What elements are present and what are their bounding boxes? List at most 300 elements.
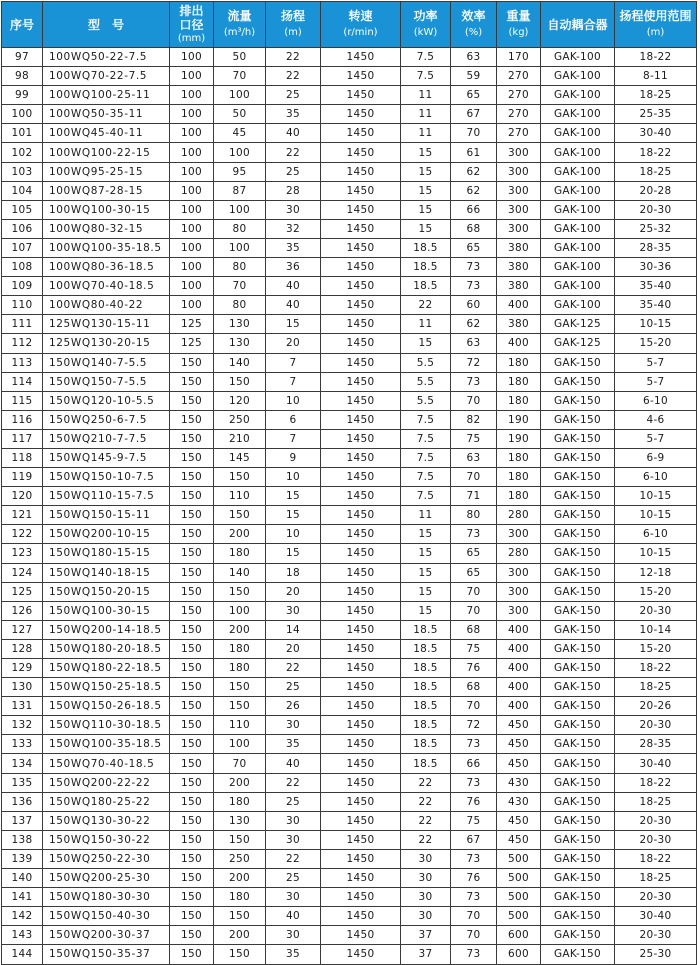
cell-power: 18.5 (401, 659, 451, 678)
cell-flow: 200 (214, 773, 266, 792)
cell-outlet: 150 (170, 582, 214, 601)
cell-speed: 1450 (321, 659, 401, 678)
cell-model: 150WQ150-20-15 (43, 582, 170, 601)
cell-range: 25-30 (615, 945, 697, 964)
cell-outlet: 125 (170, 334, 214, 353)
cell-seq: 114 (2, 372, 43, 391)
header-head (266, 2, 321, 48)
cell-seq: 121 (2, 506, 43, 525)
cell-speed: 1450 (321, 926, 401, 945)
cell-outlet: 150 (170, 907, 214, 926)
cell-range: 18-22 (615, 773, 697, 792)
cell-power: 7.5 (401, 429, 451, 448)
cell-efficiency: 65 (451, 238, 497, 257)
cell-flow: 100 (214, 143, 266, 162)
cell-coupling: GAK-150 (541, 544, 615, 563)
cell-efficiency: 62 (451, 181, 497, 200)
cell-head: 32 (266, 219, 321, 238)
cell-model: 150WQ150-40-30 (43, 907, 170, 926)
cell-speed: 1450 (321, 410, 401, 429)
cell-speed: 1450 (321, 448, 401, 467)
cell-efficiency: 70 (451, 926, 497, 945)
table-row (2, 601, 697, 620)
cell-head: 18 (266, 563, 321, 582)
cell-flow: 150 (214, 945, 266, 964)
cell-outlet: 150 (170, 659, 214, 678)
cell-range: 15-20 (615, 582, 697, 601)
cell-model: 150WQ100-30-15 (43, 601, 170, 620)
cell-weight: 400 (497, 334, 541, 353)
cell-power: 15 (401, 200, 451, 219)
cell-range: 35-40 (615, 296, 697, 315)
table-row (2, 410, 697, 429)
cell-head: 25 (266, 162, 321, 181)
cell-weight: 400 (497, 697, 541, 716)
cell-efficiency: 70 (451, 124, 497, 143)
table-row (2, 697, 697, 716)
header-seq (2, 2, 43, 48)
cell-coupling: GAK-150 (541, 659, 615, 678)
cell-weight: 430 (497, 792, 541, 811)
cell-model: 150WQ145-9-7.5 (43, 448, 170, 467)
cell-outlet: 150 (170, 792, 214, 811)
header-range (615, 2, 697, 48)
cell-head: 40 (266, 907, 321, 926)
cell-outlet: 100 (170, 67, 214, 86)
cell-outlet: 100 (170, 238, 214, 257)
cell-speed: 1450 (321, 238, 401, 257)
cell-model: 150WQ140-7-5.5 (43, 353, 170, 372)
cell-model: 100WQ95-25-15 (43, 162, 170, 181)
cell-seq: 108 (2, 258, 43, 277)
cell-power: 18.5 (401, 238, 451, 257)
cell-seq: 139 (2, 849, 43, 868)
cell-model: 100WQ50-22-7.5 (43, 48, 170, 67)
cell-speed: 1450 (321, 735, 401, 754)
cell-seq: 113 (2, 353, 43, 372)
cell-efficiency: 75 (451, 429, 497, 448)
cell-model: 150WQ100-35-18.5 (43, 735, 170, 754)
cell-range: 6-9 (615, 448, 697, 467)
cell-outlet: 100 (170, 86, 214, 105)
cell-power: 15 (401, 582, 451, 601)
header-weight-unit: (kg) (508, 27, 529, 38)
cell-seq: 103 (2, 162, 43, 181)
cell-flow: 130 (214, 334, 266, 353)
cell-power: 7.5 (401, 410, 451, 429)
cell-head: 20 (266, 334, 321, 353)
cell-flow: 200 (214, 525, 266, 544)
cell-efficiency: 70 (451, 601, 497, 620)
header-model-label: 型 号 (87, 17, 124, 32)
cell-seq: 141 (2, 888, 43, 907)
cell-speed: 1450 (321, 86, 401, 105)
cell-head: 25 (266, 792, 321, 811)
cell-range: 6-10 (615, 391, 697, 410)
cell-flow: 180 (214, 888, 266, 907)
cell-coupling: GAK-150 (541, 448, 615, 467)
cell-range: 10-15 (615, 315, 697, 334)
table-row (2, 563, 697, 582)
header-outlet (170, 2, 214, 48)
cell-speed: 1450 (321, 124, 401, 143)
cell-power: 30 (401, 907, 451, 926)
cell-seq: 110 (2, 296, 43, 315)
cell-efficiency: 72 (451, 716, 497, 735)
table-row (2, 219, 697, 238)
cell-speed: 1450 (321, 219, 401, 238)
cell-outlet: 150 (170, 849, 214, 868)
cell-range: 10-15 (615, 487, 697, 506)
cell-range: 28-35 (615, 238, 697, 257)
cell-weight: 400 (497, 639, 541, 658)
cell-power: 5.5 (401, 391, 451, 410)
cell-power: 15 (401, 563, 451, 582)
cell-coupling: GAK-100 (541, 162, 615, 181)
cell-model: 150WQ150-10-7.5 (43, 468, 170, 487)
cell-weight: 270 (497, 124, 541, 143)
cell-flow: 100 (214, 735, 266, 754)
cell-flow: 150 (214, 830, 266, 849)
cell-efficiency: 65 (451, 86, 497, 105)
cell-model: 150WQ150-7-5.5 (43, 372, 170, 391)
cell-seq: 100 (2, 105, 43, 124)
cell-outlet: 100 (170, 124, 214, 143)
table-row (2, 67, 697, 86)
cell-flow: 150 (214, 506, 266, 525)
cell-seq: 135 (2, 773, 43, 792)
cell-flow: 110 (214, 487, 266, 506)
cell-model: 100WQ80-32-15 (43, 219, 170, 238)
cell-efficiency: 76 (451, 792, 497, 811)
cell-efficiency: 73 (451, 735, 497, 754)
cell-head: 36 (266, 258, 321, 277)
header-flow-label: 流量 (227, 9, 252, 23)
cell-head: 22 (266, 143, 321, 162)
cell-flow: 250 (214, 410, 266, 429)
cell-outlet: 100 (170, 277, 214, 296)
cell-efficiency: 60 (451, 296, 497, 315)
cell-coupling: GAK-150 (541, 945, 615, 964)
cell-model: 150WQ200-10-15 (43, 525, 170, 544)
cell-efficiency: 73 (451, 372, 497, 391)
cell-flow: 130 (214, 811, 266, 830)
cell-power: 18.5 (401, 258, 451, 277)
cell-flow: 70 (214, 277, 266, 296)
table-row (2, 907, 697, 926)
cell-outlet: 100 (170, 105, 214, 124)
cell-weight: 450 (497, 735, 541, 754)
cell-efficiency: 68 (451, 678, 497, 697)
cell-seq: 119 (2, 468, 43, 487)
cell-efficiency: 72 (451, 353, 497, 372)
cell-seq: 104 (2, 181, 43, 200)
cell-coupling: GAK-150 (541, 563, 615, 582)
table-row (2, 277, 697, 296)
cell-seq: 124 (2, 563, 43, 582)
cell-range: 15-20 (615, 334, 697, 353)
cell-speed: 1450 (321, 200, 401, 219)
cell-outlet: 150 (170, 773, 214, 792)
cell-coupling: GAK-150 (541, 811, 615, 830)
cell-efficiency: 73 (451, 945, 497, 964)
cell-weight: 400 (497, 620, 541, 639)
cell-coupling: GAK-150 (541, 353, 615, 372)
cell-head: 20 (266, 639, 321, 658)
cell-speed: 1450 (321, 525, 401, 544)
cell-seq: 128 (2, 639, 43, 658)
cell-efficiency: 73 (451, 773, 497, 792)
header-power-unit: (kW) (413, 27, 438, 38)
cell-flow: 250 (214, 849, 266, 868)
cell-power: 7.5 (401, 67, 451, 86)
cell-seq: 107 (2, 238, 43, 257)
cell-flow: 200 (214, 926, 266, 945)
cell-head: 30 (266, 811, 321, 830)
table-row (2, 620, 697, 639)
table-row (2, 372, 697, 391)
cell-head: 30 (266, 601, 321, 620)
cell-head: 7 (266, 353, 321, 372)
cell-outlet: 150 (170, 487, 214, 506)
cell-coupling: GAK-150 (541, 907, 615, 926)
header-efficiency-label: 效率 (461, 9, 486, 23)
cell-efficiency: 73 (451, 525, 497, 544)
cell-power: 11 (401, 124, 451, 143)
table-row (2, 811, 697, 830)
cell-coupling: GAK-150 (541, 525, 615, 544)
cell-flow: 100 (214, 200, 266, 219)
cell-range: 20-30 (615, 926, 697, 945)
cell-outlet: 150 (170, 620, 214, 639)
cell-model: 150WQ250-22-30 (43, 849, 170, 868)
header-row (2, 2, 697, 48)
cell-coupling: GAK-150 (541, 506, 615, 525)
table-row (2, 258, 697, 277)
cell-seq: 142 (2, 907, 43, 926)
cell-outlet: 150 (170, 525, 214, 544)
cell-outlet: 100 (170, 219, 214, 238)
cell-flow: 150 (214, 372, 266, 391)
cell-coupling: GAK-100 (541, 86, 615, 105)
cell-speed: 1450 (321, 391, 401, 410)
cell-speed: 1450 (321, 105, 401, 124)
cell-outlet: 100 (170, 162, 214, 181)
cell-head: 40 (266, 754, 321, 773)
cell-coupling: GAK-150 (541, 735, 615, 754)
cell-power: 22 (401, 296, 451, 315)
cell-seq: 111 (2, 315, 43, 334)
table-row (2, 582, 697, 601)
cell-weight: 380 (497, 277, 541, 296)
cell-speed: 1450 (321, 315, 401, 334)
cell-outlet: 100 (170, 200, 214, 219)
cell-speed: 1450 (321, 429, 401, 448)
cell-model: 100WQ100-30-15 (43, 200, 170, 219)
cell-coupling: GAK-100 (541, 181, 615, 200)
cell-coupling: GAK-150 (541, 888, 615, 907)
cell-efficiency: 65 (451, 563, 497, 582)
cell-range: 18-22 (615, 48, 697, 67)
cell-model: 100WQ80-40-22 (43, 296, 170, 315)
cell-speed: 1450 (321, 830, 401, 849)
cell-weight: 450 (497, 716, 541, 735)
cell-speed: 1450 (321, 296, 401, 315)
header-coupling (541, 2, 615, 48)
cell-flow: 50 (214, 48, 266, 67)
cell-outlet: 150 (170, 468, 214, 487)
cell-range: 18-25 (615, 86, 697, 105)
cell-head: 15 (266, 315, 321, 334)
cell-seq: 123 (2, 544, 43, 563)
cell-efficiency: 63 (451, 48, 497, 67)
cell-efficiency: 70 (451, 582, 497, 601)
cell-flow: 70 (214, 67, 266, 86)
cell-model: 150WQ180-20-18.5 (43, 639, 170, 658)
cell-flow: 80 (214, 258, 266, 277)
cell-flow: 100 (214, 86, 266, 105)
cell-model: 100WQ87-28-15 (43, 181, 170, 200)
cell-range: 30-40 (615, 754, 697, 773)
cell-speed: 1450 (321, 945, 401, 964)
cell-coupling: GAK-100 (541, 143, 615, 162)
cell-power: 15 (401, 219, 451, 238)
cell-head: 25 (266, 869, 321, 888)
cell-power: 18.5 (401, 277, 451, 296)
cell-flow: 180 (214, 792, 266, 811)
header-power-label: 功率 (413, 9, 438, 23)
cell-coupling: GAK-150 (541, 620, 615, 639)
header-outlet-line1: 排出 (179, 3, 204, 18)
cell-weight: 180 (497, 487, 541, 506)
cell-power: 5.5 (401, 353, 451, 372)
header-efficiency (451, 2, 497, 48)
cell-coupling: GAK-150 (541, 391, 615, 410)
cell-coupling: GAK-150 (541, 372, 615, 391)
cell-efficiency: 75 (451, 811, 497, 830)
cell-range: 18-25 (615, 869, 697, 888)
cell-speed: 1450 (321, 716, 401, 735)
cell-efficiency: 70 (451, 391, 497, 410)
cell-speed: 1450 (321, 888, 401, 907)
cell-efficiency: 80 (451, 506, 497, 525)
cell-speed: 1450 (321, 277, 401, 296)
cell-power: 15 (401, 143, 451, 162)
cell-coupling: GAK-100 (541, 48, 615, 67)
cell-outlet: 150 (170, 448, 214, 467)
cell-speed: 1450 (321, 143, 401, 162)
cell-power: 18.5 (401, 620, 451, 639)
cell-efficiency: 70 (451, 697, 497, 716)
cell-speed: 1450 (321, 353, 401, 372)
cell-coupling: GAK-150 (541, 678, 615, 697)
cell-model: 150WQ200-22-22 (43, 773, 170, 792)
cell-power: 7.5 (401, 468, 451, 487)
cell-flow: 150 (214, 582, 266, 601)
cell-head: 35 (266, 105, 321, 124)
cell-model: 150WQ110-30-18.5 (43, 716, 170, 735)
cell-weight: 380 (497, 238, 541, 257)
table-row (2, 353, 697, 372)
cell-seq: 130 (2, 678, 43, 697)
cell-outlet: 150 (170, 811, 214, 830)
header-range-label: 扬程使用范围 (619, 9, 692, 23)
cell-seq: 136 (2, 792, 43, 811)
cell-head: 22 (266, 659, 321, 678)
cell-power: 22 (401, 811, 451, 830)
header-coupling-label: 自动耦合器 (547, 17, 608, 32)
cell-outlet: 150 (170, 506, 214, 525)
cell-speed: 1450 (321, 811, 401, 830)
cell-flow: 50 (214, 105, 266, 124)
cell-range: 8-11 (615, 67, 697, 86)
cell-coupling: GAK-150 (541, 601, 615, 620)
header-head-label: 扬程 (280, 9, 305, 23)
table-row (2, 639, 697, 658)
table-row (2, 888, 697, 907)
cell-range: 12-18 (615, 563, 697, 582)
cell-efficiency: 68 (451, 219, 497, 238)
table-row (2, 181, 697, 200)
cell-flow: 45 (214, 124, 266, 143)
cell-head: 10 (266, 525, 321, 544)
cell-seq: 122 (2, 525, 43, 544)
cell-head: 35 (266, 945, 321, 964)
cell-range: 18-25 (615, 678, 697, 697)
cell-flow: 100 (214, 601, 266, 620)
cell-model: 150WQ110-15-7.5 (43, 487, 170, 506)
cell-speed: 1450 (321, 372, 401, 391)
cell-flow: 150 (214, 907, 266, 926)
cell-seq: 120 (2, 487, 43, 506)
table-row (2, 86, 697, 105)
cell-head: 30 (266, 888, 321, 907)
cell-weight: 450 (497, 754, 541, 773)
table-row (2, 544, 697, 563)
cell-coupling: GAK-150 (541, 849, 615, 868)
cell-outlet: 150 (170, 429, 214, 448)
cell-range: 30-40 (615, 907, 697, 926)
cell-head: 15 (266, 544, 321, 563)
cell-seq: 143 (2, 926, 43, 945)
cell-range: 25-32 (615, 219, 697, 238)
cell-head: 35 (266, 238, 321, 257)
cell-flow: 180 (214, 639, 266, 658)
cell-head: 40 (266, 296, 321, 315)
cell-coupling: GAK-150 (541, 639, 615, 658)
cell-range: 5-7 (615, 372, 697, 391)
cell-seq: 133 (2, 735, 43, 754)
cell-speed: 1450 (321, 334, 401, 353)
cell-power: 37 (401, 926, 451, 945)
cell-power: 22 (401, 773, 451, 792)
cell-model: 150WQ130-30-22 (43, 811, 170, 830)
header-weight-label: 重量 (506, 9, 531, 23)
cell-weight: 300 (497, 582, 541, 601)
cell-speed: 1450 (321, 620, 401, 639)
cell-weight: 300 (497, 162, 541, 181)
cell-weight: 180 (497, 448, 541, 467)
cell-speed: 1450 (321, 869, 401, 888)
cell-head: 15 (266, 487, 321, 506)
cell-seq: 144 (2, 945, 43, 964)
cell-coupling: GAK-125 (541, 334, 615, 353)
table-row (2, 926, 697, 945)
cell-seq: 98 (2, 67, 43, 86)
cell-range: 28-35 (615, 735, 697, 754)
cell-power: 18.5 (401, 754, 451, 773)
cell-weight: 400 (497, 296, 541, 315)
